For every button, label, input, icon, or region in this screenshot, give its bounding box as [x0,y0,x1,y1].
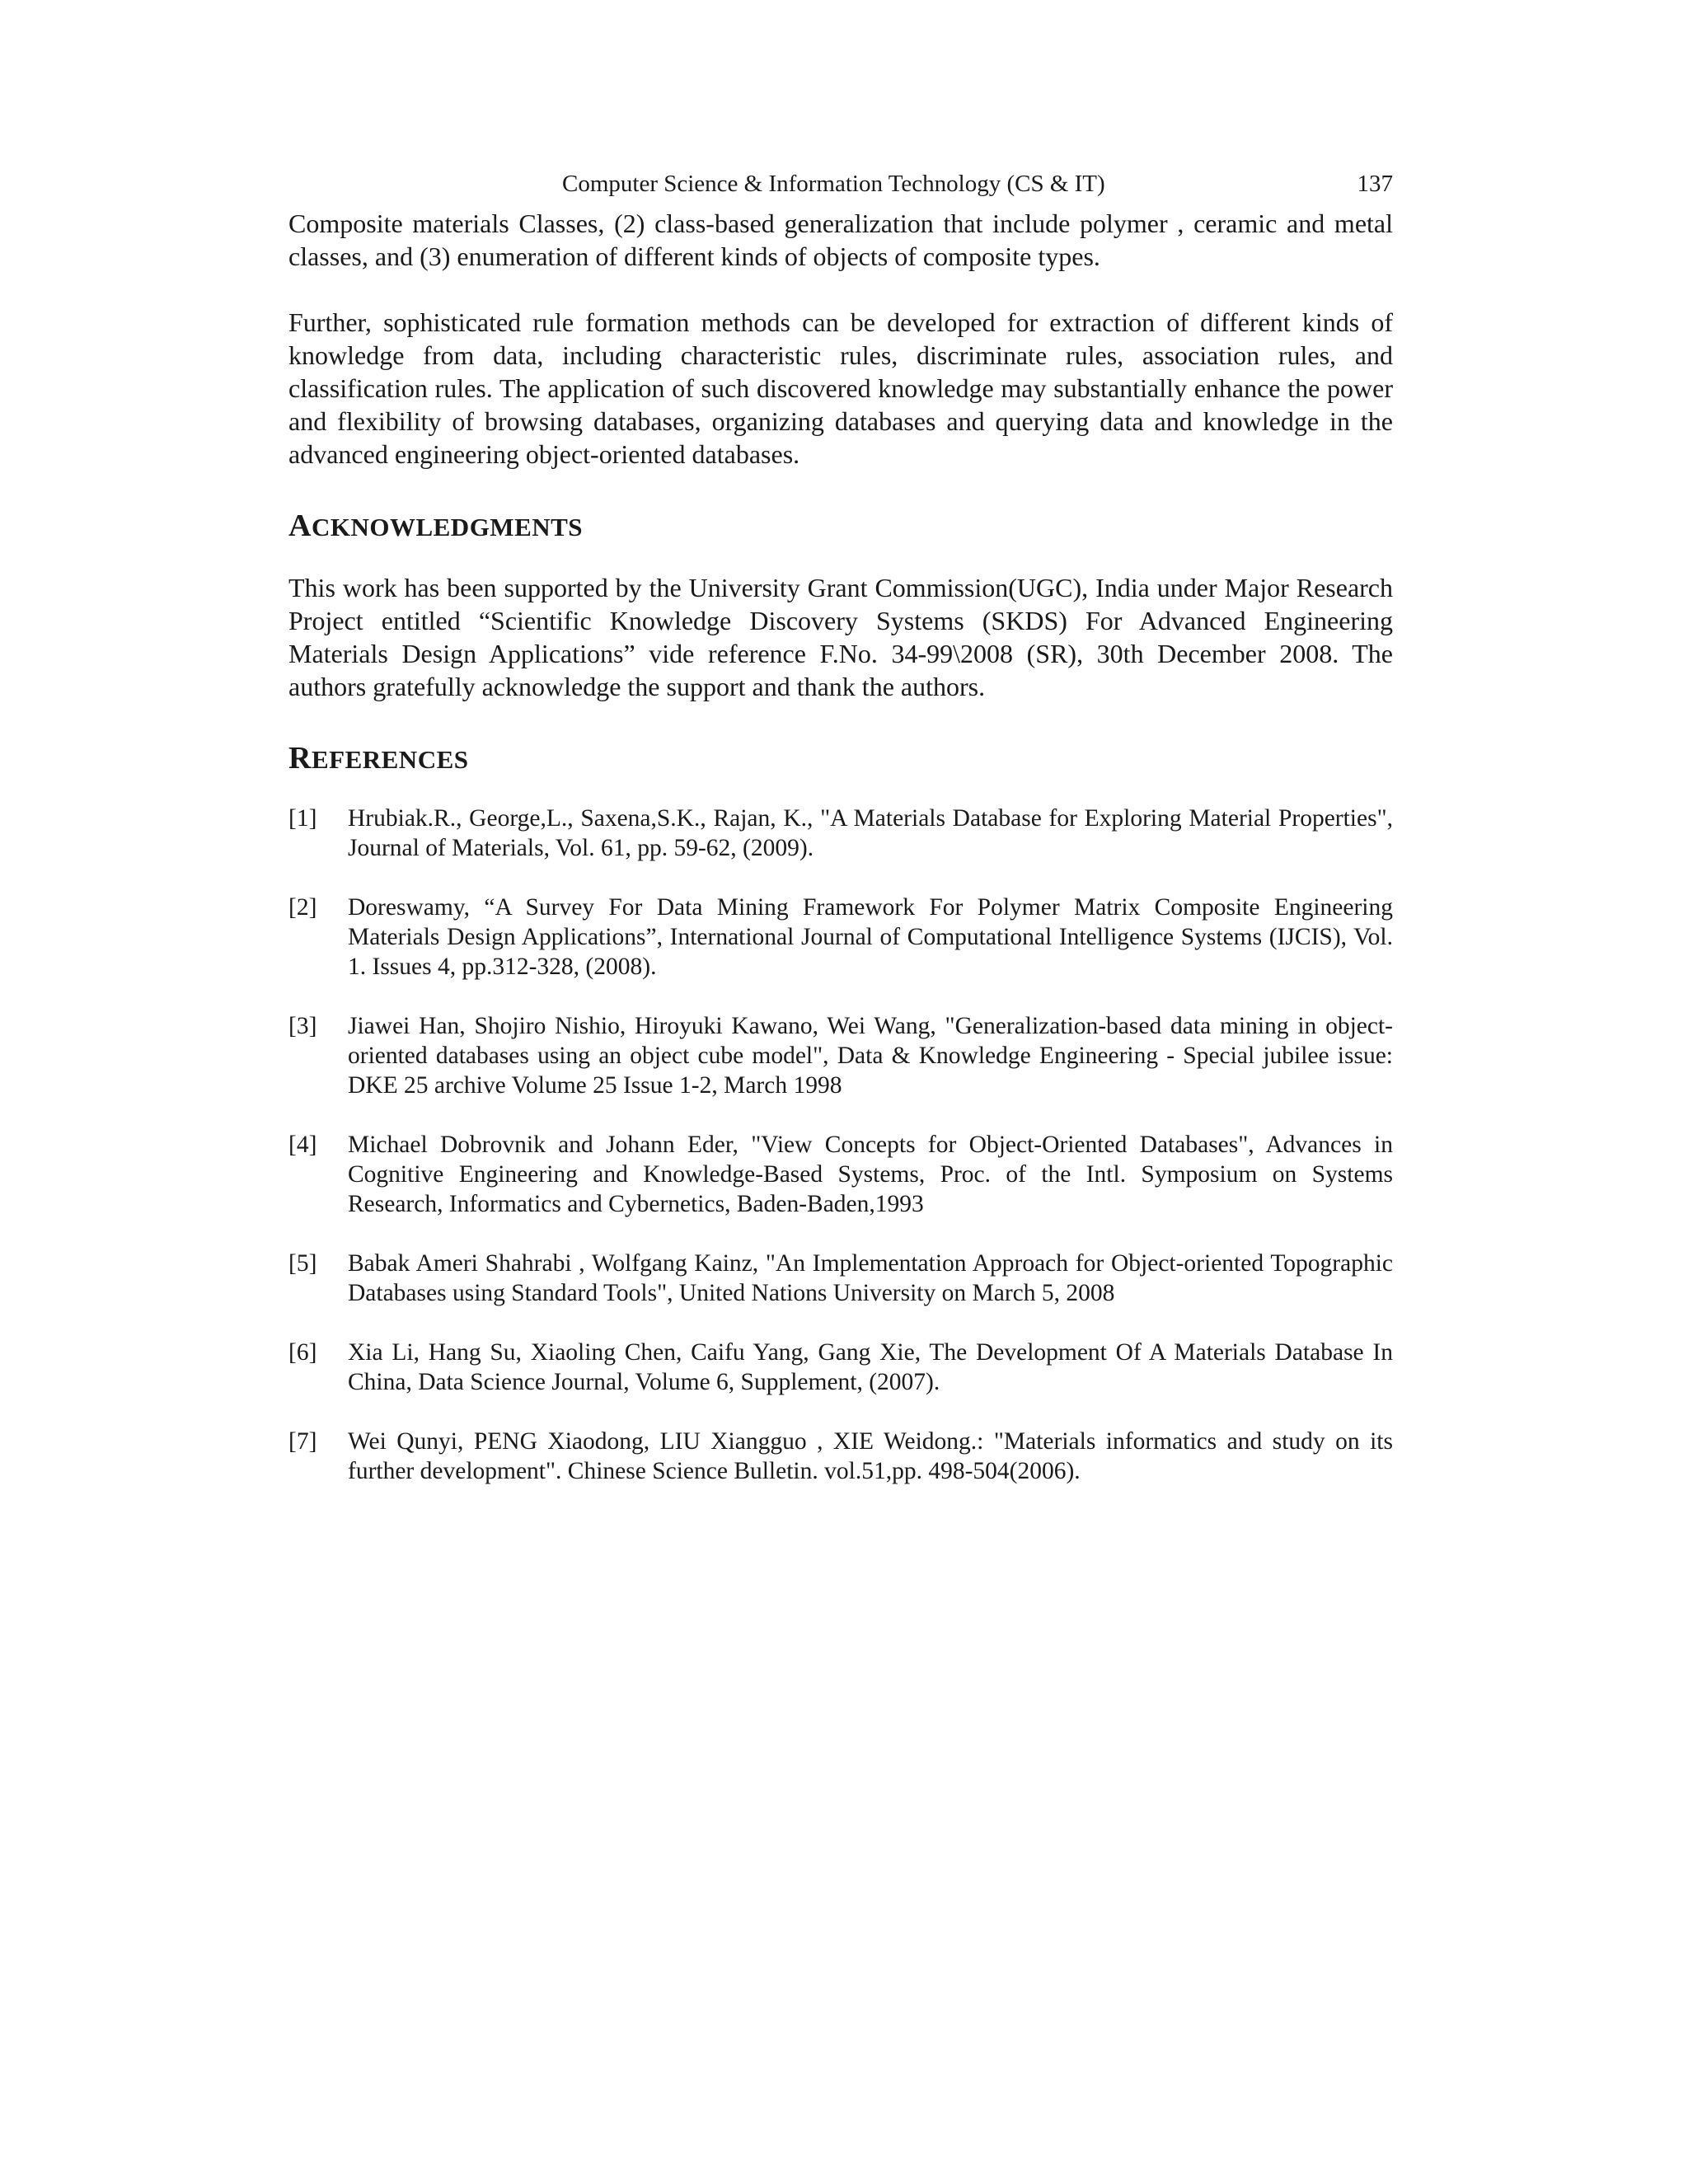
body-paragraph-future-work: Further, sophisticated rule formation methods can be developed for extraction of different kinds of knowledge from data, including characteristic rules, discriminate rules, association rules, and classification rules. The application of such discovered knowledge may substantially enhance the power and flexibility of browsing databases, organizing databases and querying data and knowledge in the advanced engineering object-oriented databases. [288,307,1393,469]
references-heading-rest: EFERENCES [311,745,469,774]
reference-text: Michael Dobrovnik and Johann Eder, "View Concepts for Object-Oriented Databases", Advances in Cognitive Engineering and Knowledge-Based Systems, Proc. of the Intl. Symposium on Systems Research, Informatics and Cybernetics, Baden-Baden,1993 [348,1132,1393,1217]
reference-number: [3] [288,1013,317,1039]
reference-number: [7] [288,1428,317,1455]
reference-text: Babak Ameri Shahrabi , Wolfgang Kainz, "An Implementation Approach for Object-oriented Topographic Databases using Standard Tools", United Nations University on March 5, 2008 [348,1250,1393,1306]
body-paragraph-continuation: Composite materials Classes, (2) class-based generalization that include polymer , ceramic and metal classes, and (3) enumeration of different kinds of objects of composite types. [288,209,1393,271]
reference-text: Jiawei Han, Shojiro Nishio, Hiroyuki Kawano, Wei Wang, "Generalization-based data mining in object-oriented databases using an object cube model", Data & Knowledge Engineering - Special jubilee issue: DKE 25 archive Volume 25 Issue 1-2, March 1998 [348,1013,1393,1099]
reference-list [288,804,1393,1486]
reference-item [288,804,1393,863]
reference-number: [6] [288,1339,317,1366]
references-heading [288,739,1393,779]
reference-text: Hrubiak.R., George,L., Saxena,S.K., Rajan, K., "A Materials Database for Exploring Material Properties", Journal of Materials, Vol. 61, pp. 59-62, (2009). [348,805,1393,861]
journal-title: Computer Science & Information Technology (CS & IT) [562,171,1105,197]
running-header [288,169,1393,199]
reference-item [288,1249,1393,1308]
document-page [288,169,1393,1516]
reference-item [288,1130,1393,1219]
reference-number: [2] [288,894,317,921]
reference-item [288,1427,1393,1486]
acknowledgments-heading-rest: CKNOWLEDGMENTS [311,513,584,541]
reference-number: [4] [288,1132,317,1158]
reference-text: Xia Li, Hang Su, Xiaoling Chen, Caifu Yang, Gang Xie, The Development Of A Materials Database In China, Data Science Journal, Volume 6, Supplement, (2007). [348,1339,1393,1395]
references-heading-initial: R [288,741,312,776]
reference-item [288,1011,1393,1100]
reference-text: Doreswamy, “A Survey For Data Mining Framework For Polymer Matrix Composite Engineering Materials Design Applications”, International Journal of Computational Intelligence Systems (IJCIS), Vol. 1. Issues 4, pp.312-328, (2008). [348,894,1393,980]
reference-number: [1] [288,805,317,832]
reference-item [288,893,1393,982]
acknowledgments-heading-initial: A [288,509,312,543]
reference-number: [5] [288,1250,317,1277]
reference-item [288,1338,1393,1397]
acknowledgments-text: This work has been supported by the University Grant Commission(UGC), India under Major Research Project entitled “Scientific Knowledge Discovery Systems (SKDS) For Advanced Engineering Materials Design Applications” vide reference F.No. 34-99\2008 (SR), 30th December 2008. The authors gratefully acknowledge the support and thank the authors. [288,573,1393,701]
reference-text: Wei Qunyi, PENG Xiaodong, LIU Xiangguo , XIE Weidong.: "Materials informatics and study on its further development". Chinese Science Bulletin. vol.51,pp. 498-504(2006). [348,1428,1393,1484]
page-number: 137 [1357,171,1393,197]
acknowledgments-heading [288,507,1393,546]
